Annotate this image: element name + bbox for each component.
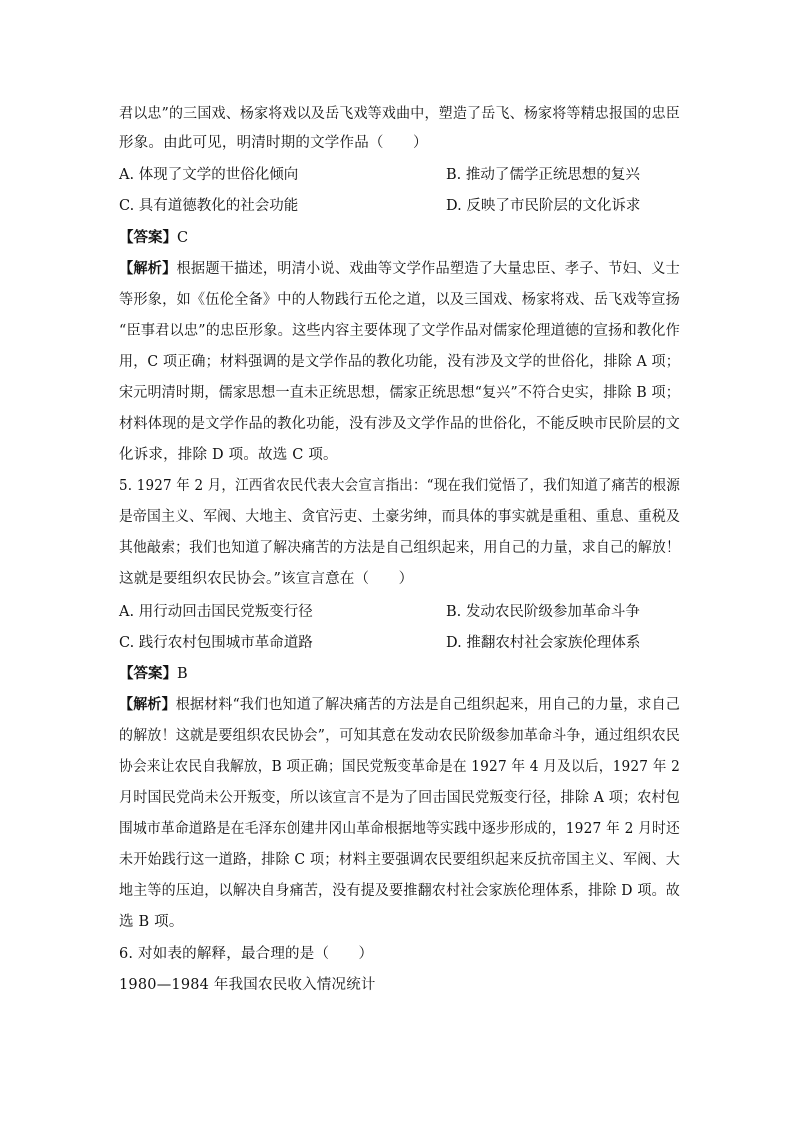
q5-option-d: D. 推翻农村社会家族伦理体系 — [446, 635, 641, 651]
q5-stem-line-2: 是帝国主义、军阀、大地主、贪官污吏、土豪劣绅，而具体的事实就是重租、重息、重税及 — [119, 509, 681, 525]
q4-analysis-text-1: 根据题干描述，明清小说、戏曲等文学作品塑造了大量忠臣、孝子、节妇、义士 — [176, 261, 680, 277]
q5-analysis-line-7: 地主等的压迫，以解决自身痛苦，没有提及要推翻农村社会家族伦理体系，排除 D 项。故 — [119, 883, 681, 899]
q4-analysis-line-3: “臣事君以忠”的忠臣形象。这些内容主要体现了文学作品对儒家伦理道德的宣扬和教化作 — [119, 323, 680, 339]
q5-answer-value: B — [177, 666, 188, 682]
q5-analysis-line-6: 未开始践行这一道路，排除 C 项；材料主要强调农民要组织起来反抗帝国主义、军阀、大 — [119, 852, 680, 868]
q4-answer — [119, 228, 188, 248]
q5-analysis-line-4: 月时国民党尚未公开叛变，所以该宣言不是为了回击国民党叛变行径，排除 A 项；农村包 — [119, 790, 681, 806]
q5-option-c: C. 践行农村包围城市革命道路 — [119, 635, 313, 651]
q5-answer-label: 【答案】 — [119, 665, 177, 682]
q4-analysis-line-5: 宋元明清时期，儒家思想一直未正统思想，儒家正统思想“复兴”不符合史实，排除 B 项； — [119, 385, 681, 401]
q5-stem-line-3: 其他敲索；我们也知道了解决痛苦的方法是自己组织起来，用自己的力量，求自己的解放！ — [119, 540, 681, 556]
q5-analysis-line-1 — [119, 695, 680, 715]
q5-answer — [119, 664, 188, 684]
q4-analysis-line-7: 化诉求，排除 D 项。故选 C 项。 — [119, 447, 338, 463]
q4-analysis-label: 【解析】 — [119, 260, 177, 277]
q4-stem-line-1: 君以忠”的三国戏、杨家将戏以及岳飞戏等戏曲中，塑造了岳飞、杨家将等精忠报国的忠臣 — [119, 106, 680, 122]
q5-analysis-line-5: 围城市革命道路是在毛泽东创建井冈山革命根据地等实践中逐步形成的，1927 年 2 月时还 — [119, 821, 680, 837]
q4-option-b: B. 推动了儒学正统思想的复兴 — [446, 167, 640, 183]
q5-stem-line-4: 这就是要组织农民协会。”该宣言意在（ ） — [119, 571, 414, 587]
q4-option-c: C. 具有道德教化的社会功能 — [119, 198, 299, 214]
q5-analysis-text-1: 根据材料“我们也知道了解决痛苦的方法是自己组织起来，用自己的力量，求自己 — [175, 697, 681, 713]
q5-option-b: B. 发动农民阶级参加革命斗争 — [446, 604, 640, 620]
q5-analysis-line-8: 选 B 项。 — [119, 914, 184, 930]
q4-option-d: D. 反映了市民阶层的文化诉求 — [446, 198, 641, 214]
q5-analysis-line-2: 的解放！这就是要组织农民协会”，可知其意在发动农民阶级参加革命斗争，通过组织农民 — [119, 728, 680, 744]
q4-analysis-line-2: 等形象，如《伍伦全备》中的人物践行五伦之道，以及三国戏、杨家将戏、岳飞戏等宣扬 — [119, 292, 681, 308]
q4-analysis-line-6: 材料体现的是文学作品的教化功能，没有涉及文学作品的世俗化，不能反映市民阶层的文 — [119, 416, 681, 432]
q5-analysis-line-3: 协会来让农民自我解放，B 项正确；国民党叛变革命是在 1927 年 4 月及以后，1927 年 2 — [119, 759, 681, 775]
q5-analysis-label: 【解析】 — [119, 696, 176, 713]
q4-answer-value: C — [177, 230, 189, 246]
q5-option-a: A. 用行动回击国民党叛变行径 — [119, 604, 313, 620]
q5-stem-line-1: 5. 1927 年 2 月，江西省农民代表大会宣言指出：“现在我们觉悟了，我们知道了痛苦的根源 — [119, 478, 681, 494]
q6-table-title: 1980—1984 年我国农民收入情况统计 — [119, 977, 376, 993]
q4-stem-line-2: 形象。由此可见，明清时期的文学作品（ ） — [119, 135, 428, 151]
q4-analysis-line-1 — [119, 259, 680, 279]
q6-stem: 6. 对如表的解释，最合理的是（ ） — [119, 946, 374, 962]
q4-option-a: A. 体现了文学的世俗化倾向 — [119, 167, 299, 183]
q4-analysis-line-4: 用，C 项正确；材料强调的是文学作品的教化功能，没有涉及文学的世俗化，排除 A 项； — [119, 354, 680, 370]
q4-answer-label: 【答案】 — [119, 229, 177, 246]
